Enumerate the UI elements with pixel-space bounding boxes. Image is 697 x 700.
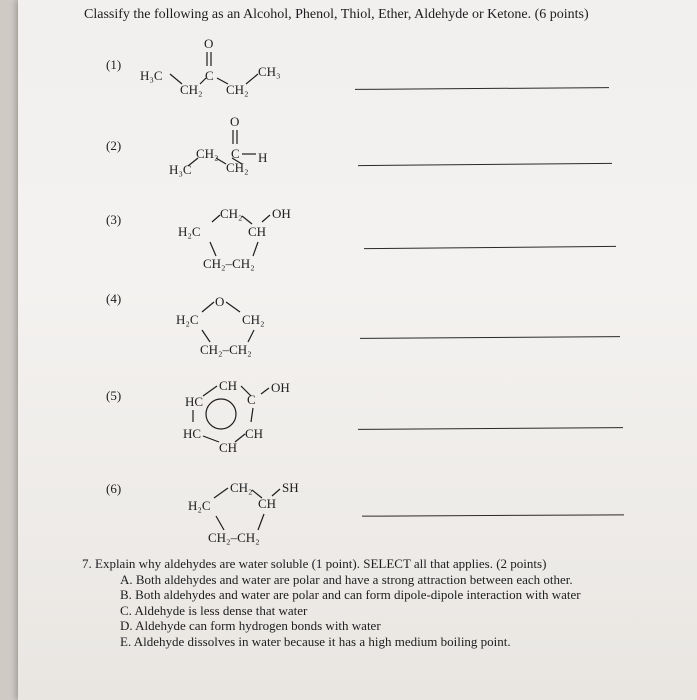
worksheet-page — [18, 0, 697, 700]
question-7 — [82, 556, 581, 649]
answer-line-5[interactable] — [358, 427, 623, 430]
question-4-number: (4) — [106, 291, 122, 306]
s5-carbon: C — [247, 392, 256, 407]
s2-ch3: H₃C — [169, 162, 192, 177]
s2-ch2-b: CH₂ — [226, 160, 249, 175]
s1-ch3-left: H₃C — [140, 68, 163, 83]
s2-hydrogen: H — [258, 150, 268, 165]
question-5-number: (5) — [106, 388, 122, 403]
answer-line-4[interactable] — [360, 336, 620, 339]
s5-oh: OH — [271, 380, 290, 395]
s5-ch-right: CH — [245, 426, 264, 441]
s4-h2c: H₂C — [176, 312, 199, 327]
question-2-number: (2) — [106, 138, 122, 153]
answer-line-1[interactable] — [355, 87, 609, 90]
s5-aromatic-ring — [206, 399, 236, 429]
option-b[interactable]: B. Both aldehydes and water are polar and can form dipole-dipole interaction with water — [120, 587, 581, 602]
question-7-stem: 7. Explain why aldehydes are water soluble (1 point). SELECT all that applies. (2 points) — [82, 556, 547, 571]
s3-h2c: H₂C — [178, 224, 201, 239]
s1-carbon: C — [205, 68, 214, 83]
structure-1-ketone — [138, 34, 328, 104]
s1-ch2-b: CH₂ — [226, 82, 249, 97]
option-e[interactable]: E. Aldehyde dissolves in water because it has a high medium boiling point. — [120, 633, 511, 649]
s5-hc-top: HC — [185, 394, 204, 409]
structure-5-phenol — [163, 376, 303, 458]
s3-ch2-top: CH₂ — [220, 206, 243, 221]
structure-3-alcohol — [158, 204, 308, 279]
s6-ch2-top: CH₂ — [230, 480, 253, 495]
page-title: Classify the following as an Alcohol, Phenol, Thiol, Ether, Aldehyde or Ketone. (6 points) — [84, 7, 589, 22]
option-a[interactable]: A. Both aldehydes and water are polar and have a strong attraction between each other. — [120, 571, 573, 587]
s2-carbon: C — [231, 146, 240, 161]
question-1-number: (1) — [106, 57, 122, 72]
structure-2-aldehyde — [146, 112, 316, 182]
s2-ch2-a: CH₂ — [196, 146, 219, 161]
s4-oxygen: O — [215, 294, 225, 309]
s4-ch2-ch2: CH₂–CH₂ — [200, 342, 252, 357]
answer-line-6[interactable] — [362, 514, 624, 516]
s2-oxygen: O — [230, 114, 240, 129]
s6-ch: CH — [258, 496, 277, 511]
question-6-number: (6) — [106, 481, 122, 496]
option-c[interactable]: C. Aldehyde is less dense that water — [120, 602, 308, 618]
option-d[interactable]: D. Aldehyde can form hydrogen bonds with water — [120, 618, 381, 633]
s1-ch3-right: CH₃ — [258, 64, 281, 79]
answer-line-2[interactable] — [358, 163, 612, 166]
question-3-number: (3) — [106, 212, 122, 227]
s5-ch-top: CH — [219, 378, 238, 393]
s3-ch2-ch2: CH₂–CH₂ — [203, 256, 255, 271]
s1-ch2-a: CH₂ — [180, 82, 203, 97]
s4-ch2: CH₂ — [242, 312, 265, 327]
structure-4-ether — [158, 290, 308, 365]
s6-ch2-ch2: CH₂–CH₂ — [208, 530, 260, 545]
s1-oxygen: O — [204, 36, 214, 51]
s3-oh: OH — [272, 206, 291, 221]
s3-ch: CH — [248, 224, 267, 239]
s5-ch-bottom: CH — [219, 440, 238, 455]
s5-hc-bottom: HC — [183, 426, 202, 441]
s6-sh: SH — [282, 480, 299, 495]
structure-6-thiol — [168, 476, 318, 551]
s6-h2c: H₂C — [188, 498, 211, 513]
answer-line-3[interactable] — [364, 246, 616, 249]
